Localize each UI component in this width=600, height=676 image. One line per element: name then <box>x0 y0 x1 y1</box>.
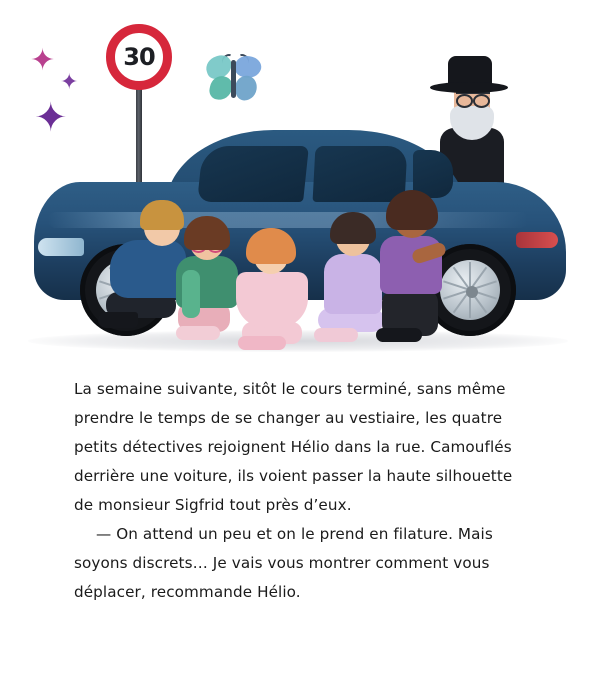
kid-shoe <box>238 336 286 350</box>
kid-hair <box>184 216 230 250</box>
kid-shoe <box>98 312 138 328</box>
glasses-icon <box>456 92 490 104</box>
butterfly-body <box>231 60 236 98</box>
butterfly-icon <box>204 54 264 106</box>
kid-girl-pink-dress <box>232 228 324 358</box>
star-violet-icon: ✦ <box>60 70 79 95</box>
kid-shoe <box>376 328 422 342</box>
kid-hair <box>386 190 438 230</box>
star-pink-icon: ✦ <box>30 43 56 78</box>
kid-shoe <box>176 326 220 340</box>
man-hat-brim <box>430 82 508 93</box>
children-group <box>96 190 436 350</box>
star-purple-icon: ✦ <box>34 95 68 141</box>
speed-limit-value: 30 <box>123 43 155 71</box>
kid-body <box>236 272 308 328</box>
paragraph-2: — On attend un peu et on le prend en filature. Mais soyons discrets… Je vais vous montrer comment vous déplacer, recommande Hélio. <box>74 525 493 601</box>
butterfly-wing-bottom-right <box>233 74 260 102</box>
car-taillight <box>516 232 558 248</box>
story-text <box>74 375 528 607</box>
speed-limit-sign-icon <box>106 24 172 90</box>
kid-shoe <box>314 328 358 342</box>
kid-girl-purple-top <box>368 190 464 350</box>
kid-hair <box>246 228 296 264</box>
car-hub-rear <box>466 286 478 298</box>
kid-scarf <box>182 270 200 318</box>
paragraph-1: La semaine suivante, sitôt le cours terminé, sans même prendre le temps de se changer au vestiaire, les quatre petits détectives rejoignent Hélio dans la rue. Camouflés derrière une voiture, ils voient passer la haute silhouette de monsieur Sigfrid tout près d’eux. <box>74 380 513 514</box>
car-headlight <box>38 238 84 256</box>
